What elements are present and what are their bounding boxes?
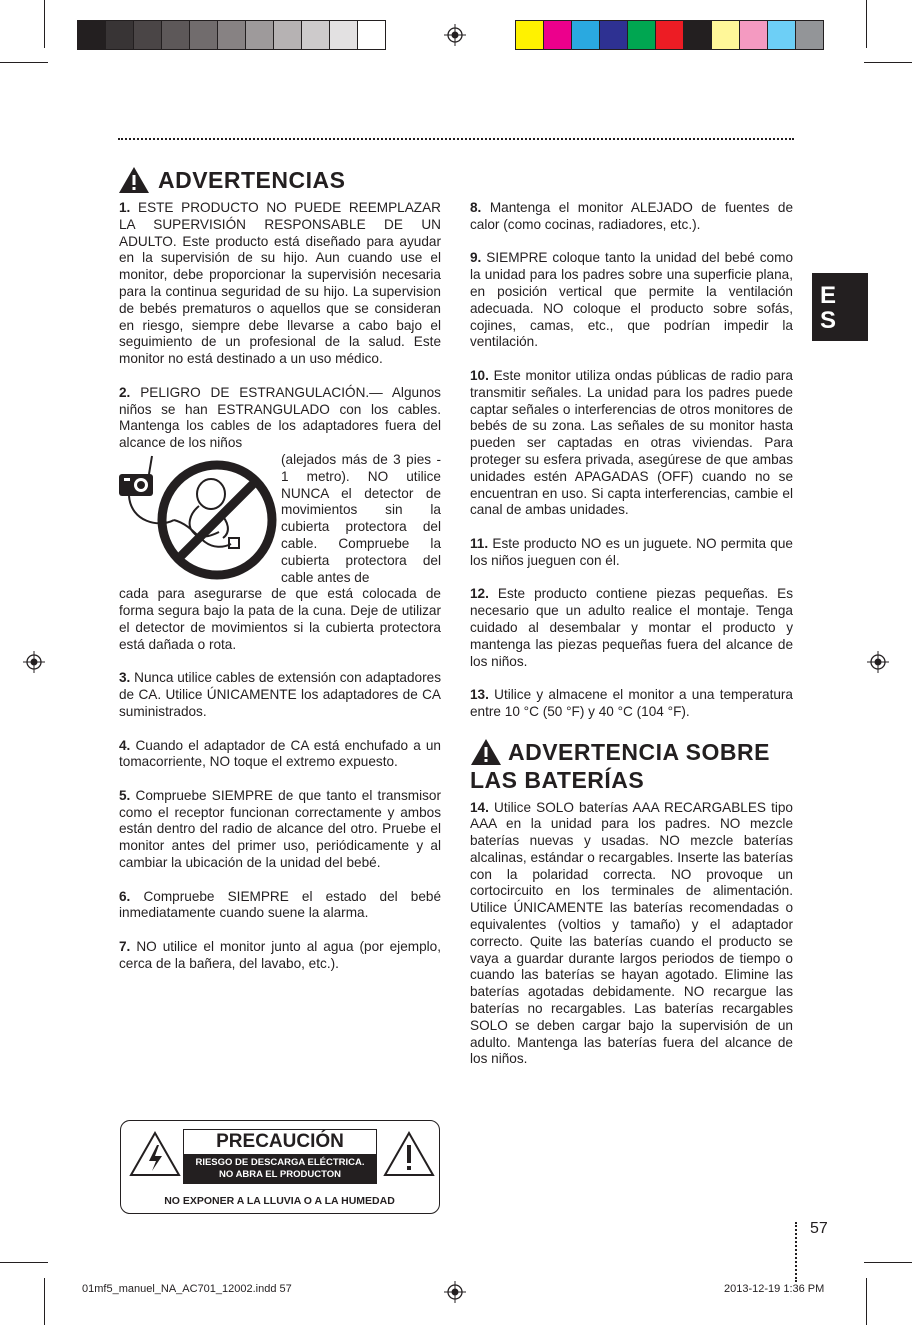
gray-swatch [133, 20, 162, 50]
warning-item [119, 670, 441, 720]
process-color-bar [515, 20, 823, 50]
item-number: 2. [119, 384, 131, 400]
gray-swatch [357, 20, 386, 50]
item-text: Cuando el adaptador de CA está enchufado a un tomacorriente, NO toque el extremo expuesto. [119, 737, 441, 770]
color-swatch [655, 20, 684, 50]
strangulation-block [119, 452, 441, 586]
item-number: 9. [470, 250, 482, 266]
caution-black-band [183, 1154, 377, 1184]
warning-icon [118, 166, 150, 194]
item-number: 14. [470, 799, 489, 815]
crop-mark [864, 62, 912, 63]
gray-swatch [245, 20, 274, 50]
warning-item [119, 738, 441, 772]
battery-title-line1: ADVERTENCIA SOBRE [508, 738, 770, 765]
warning-item [470, 368, 793, 519]
gray-swatch [161, 20, 190, 50]
warning-item [119, 200, 441, 368]
color-swatch [515, 20, 544, 50]
dotted-rule [118, 138, 794, 140]
warnings-title: ADVERTENCIAS [158, 167, 346, 193]
registration-mark-icon [867, 651, 889, 673]
item-number: 3. [119, 670, 131, 686]
lightning-warning-icon [129, 1131, 181, 1177]
crop-mark [866, 1278, 867, 1325]
crop-mark [44, 0, 45, 48]
item-text: Mantenga el monitor ALEJADO de fuentes de calor (como cocinas, radiadores, etc.). [470, 200, 793, 232]
crop-mark [44, 1278, 45, 1325]
item-text: NO utilice el monitor junto al agua (por ejemplo, cerca de la bañera, del lavabo, etc.). [119, 939, 442, 971]
right-column [470, 200, 793, 1085]
warning-item [119, 939, 441, 973]
page-number: 57 [810, 1220, 828, 1237]
item-text: Utilice SOLO baterías AAA RECARGABLES tipo AAA en la unidad para los padres. NO mezcle baterías nuevas y usadas. NO mezcle baterías alcalinas, estándar o recargables. Inserte las baterías con la polaridad correcta. NO provoque un cortocircuito en los terminales de alimentación. Utilice ÚNICAMENTE las baterías recomendadas o equivalentes (voltios y tamaño) y el adaptador correcto. Quite las baterías cuando el producto se vaya a guardar durante largos periodos de tiempo o cuando las baterías se hayan agotado. Elimine las baterías agotadas debidamente. NO recargue las baterías no recargables. Las baterías recargables SOLO se deben cargar bajo la supervisión de un adulto. Mantenga las baterías fuera del alcance de los niños. [470, 799, 793, 1067]
registration-mark-icon [23, 651, 45, 673]
item-text: SIEMPRE coloque tanto la unidad del bebé como la unidad para los padres sobre una superficie plana, en posición vertical que permite la ventilación adecuada. NO coloque el producto sobre sofás, cojines, camas, etc., que podrían impedir la ventilación. [470, 250, 793, 350]
battery-heading [470, 738, 793, 794]
item-text: PELIGRO DE ESTRANGULACIÓN.— Algunos niños se han ESTRANGULADO con los cables. Mantenga los cables de los adaptadores fuera del alcance de los niños [119, 384, 441, 451]
crop-mark [0, 62, 48, 63]
item-number: 4. [119, 737, 131, 753]
item-text: Compruebe SIEMPRE el estado del bebé inmediatamente cuando suene la alarma. [119, 888, 442, 921]
color-swatch [711, 20, 740, 50]
gray-swatch [329, 20, 358, 50]
crop-mark [866, 0, 867, 48]
battery-title-line2: LAS BATERÍAS [470, 766, 645, 793]
no-cord-baby-icon [119, 452, 277, 584]
gray-swatch [301, 20, 330, 50]
item-number: 5. [119, 787, 131, 803]
color-swatch [543, 20, 572, 50]
item-text: cada para asegurarse de que está colocada de forma segura bajo la pata de la cuna. Deje de utilizar el detector de movimientos si la cubierta protectora está dañada o rota. [119, 586, 441, 652]
caution-line1: RIESGO DE DESCARGA ELÉCTRICA. [195, 1157, 365, 1168]
exclamation-warning-icon [383, 1131, 435, 1177]
item-number: 12. [470, 586, 489, 602]
item-text: Este monitor utiliza ondas públicas de radio para transmitir señales. La unidad para los padres puede captar señales o interferencias de otros monitores de bebés de su zona. Las señales de su monitor hasta pueden ser captadas en otras viviendas. Para proteger su esfera privada, asegúrese de que ambas unidades estén APAGADAS (OFF) cuando no se encuentran en uso. Si capta interferencias, cambie el canal de ambas unidades. [470, 367, 793, 518]
gray-swatch [273, 20, 302, 50]
item-text: (alejados más de 3 pies - 1 metro). NO utilice NUNCA el detector de movimientos sin la cubierta protectora del cable. Compruebe la cubierta protectora del cable antes de [281, 451, 441, 585]
color-swatch [795, 20, 824, 50]
gray-swatch [189, 20, 218, 50]
caution-label [120, 1120, 440, 1214]
gray-swatch [77, 20, 106, 50]
gray-color-bar [77, 20, 385, 50]
warning-item [470, 200, 793, 234]
registration-mark-icon [444, 1281, 466, 1303]
warning-item [470, 536, 793, 570]
item-text: Nunca utilice cables de extensión con adaptadores de CA. Utilice ÚNICAMENTE los adaptadores de CA suministrados. [119, 670, 441, 719]
item-number: 7. [119, 939, 131, 955]
footer-date: 2013-12-19 1:36 PM [724, 1283, 825, 1295]
warnings-heading [118, 166, 345, 194]
item-number: 13. [470, 687, 489, 703]
item-text: Compruebe SIEMPRE de que tanto el transmisor como el receptor funcionan correctamente y ambos están dentro del radio de alcance del otro. Pruebe el monitor antes del primer uso, periódicamente y al cambiar la ubicación de la unidad del bebé. [119, 787, 441, 871]
warning-item [119, 385, 441, 452]
color-swatch [627, 20, 656, 50]
caution-bottom-text: NO EXPONER A LA LLUVIA O A LA HUMEDAD [164, 1195, 395, 1207]
warning-item [119, 889, 441, 923]
gray-swatch [105, 20, 134, 50]
registration-mark-icon [444, 24, 466, 46]
crop-mark [864, 1262, 912, 1263]
warning-item [470, 586, 793, 670]
page-number-rule [795, 1222, 797, 1282]
color-swatch [571, 20, 600, 50]
item-number: 10. [470, 367, 489, 383]
caution-line2: NO ABRA EL PRODUCTON [219, 1169, 341, 1180]
color-swatch [599, 20, 628, 50]
warning-item [470, 250, 793, 351]
color-swatch [767, 20, 796, 50]
item-text: Este producto NO es un juguete. NO permita que los niños jueguen con él. [470, 535, 793, 568]
caution-title: PRECAUCIÓN [183, 1129, 377, 1154]
gray-swatch [217, 20, 246, 50]
warning-item [470, 687, 793, 721]
footer-file: 01mf5_manuel_NA_AC701_12002.indd 57 [82, 1283, 292, 1295]
caution-center [183, 1129, 377, 1184]
item-text: Utilice y almacene el monitor a una temperatura entre 10 °C (50 °F) y 40 °C (104 °F). [470, 687, 793, 719]
language-tab [812, 273, 868, 341]
item-text: ESTE PRODUCTO NO PUEDE REEMPLAZAR LA SUPERVISIÓN RESPONSABLE DE UN ADULTO. Este producto está diseñado para ayudar en la supervisión de su hijo. Aun cuando use el monitor, debe proporcionar la supervisión necesaria para la continua seguridad de su hijo. La supervision de bebés prematuros o aquellos que se consideran en riesgo, siempre debe llevarse a cabo bajo el seguimiento de un profesional de la salud. Este monitor no está destinado a un uso médico. [119, 200, 441, 367]
warning-icon [470, 738, 502, 766]
item-number: 11. [470, 535, 489, 551]
warning-item [470, 800, 793, 1069]
item-number: 8. [470, 200, 482, 215]
left-column [119, 200, 441, 989]
color-swatch [739, 20, 768, 50]
language-tab-label: ES [820, 282, 837, 334]
item-number: 6. [119, 888, 131, 904]
item-text: Este producto contiene piezas pequeñas. Es necesario que un adulto realice el montaje. Tenga cuidado al desembalar y montar el producto y mantenga las piezas pequeñas fuera del alcance de los niños. [470, 586, 793, 669]
warning-item [119, 788, 441, 872]
color-swatch [683, 20, 712, 50]
item-number: 1. [119, 200, 131, 215]
crop-mark [0, 1262, 48, 1263]
